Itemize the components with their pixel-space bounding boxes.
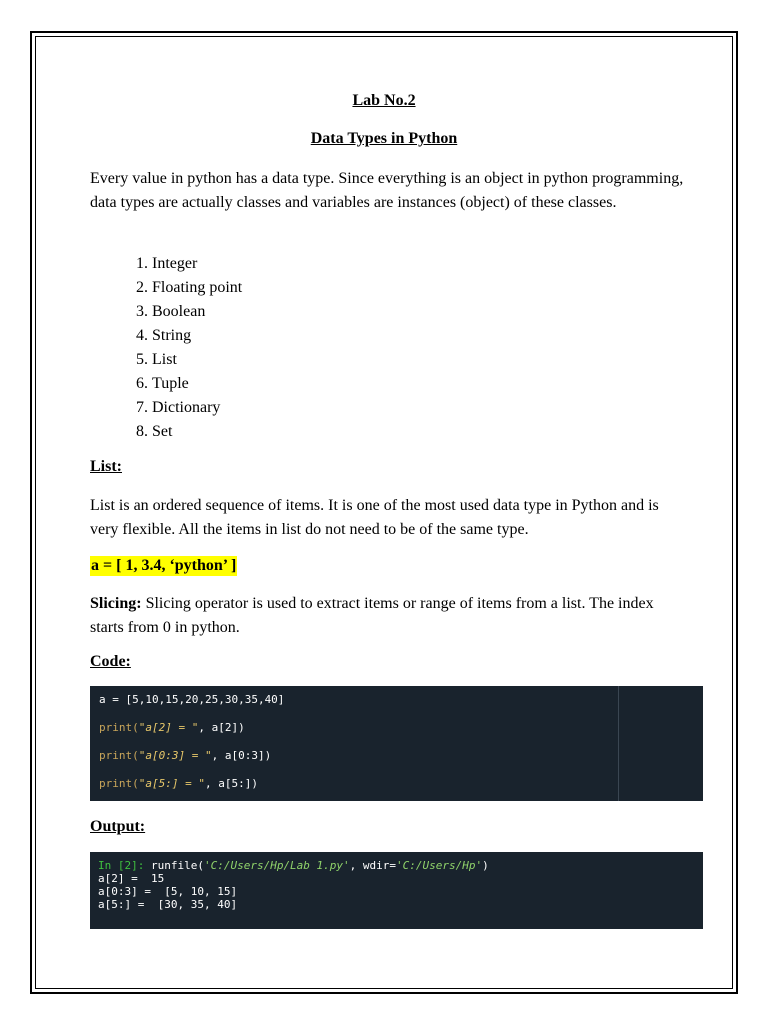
code-line [99,749,271,762]
output-block [90,852,703,929]
list-item: 4. String [152,324,242,348]
console-prompt: In [2]: [98,859,151,872]
output-text: ) [482,859,489,872]
code-block [90,686,703,801]
code-rest: , a[0:3]) [211,749,272,762]
code-line: a = [5,10,15,20,25,30,35,40] [99,693,285,706]
list-item: 8. Set [152,420,242,444]
list-item: 2. Floating point [152,276,242,300]
output-line [98,859,489,872]
list-item: 5. List [152,348,242,372]
code-divider [618,686,619,801]
page-title: Lab No.2 [352,92,416,109]
code-string: "a[0:3] = " [138,749,212,762]
output-line: a[2] = 15 [98,872,165,885]
output-path: 'C:/Users/Hp/Lab 1.py' [203,859,350,872]
output-text: runfile( [150,859,204,872]
list-example-highlight: a = [ 1, 3.4, ‘python’ ] [91,557,237,574]
list-item: 1. Integer [152,252,242,276]
page-subtitle: Data Types in Python [310,130,458,147]
code-fn: print( [99,749,139,762]
slicing-text: Slicing operator is used to extract items or range of items from a list. The index starts from 0 in python. [90,595,654,636]
code-string: "a[5:] = " [138,777,205,790]
output-line: a[0:3] = [5, 10, 15] [98,885,238,898]
code-rest: , a[5:]) [204,777,258,790]
output-path: 'C:/Users/Hp' [396,859,483,872]
code-fn: print( [99,777,139,790]
code-heading: Code: [90,653,131,670]
list-item: 3. Boolean [152,300,242,324]
output-heading: Output: [90,818,146,835]
code-line [99,721,245,734]
list-item: 6. Tuple [152,372,242,396]
output-text: , wdir= [349,859,397,872]
list-description: List is an ordered sequence of items. It is one of the most used data type in Python and is very flexible. All the items in list do not need to be of the same type. [90,497,659,538]
code-rest: , a[2]) [198,721,245,734]
code-fn: print( [99,721,139,734]
slicing-label: Slicing: [90,595,142,612]
list-heading: List: [90,458,122,475]
data-types-list [112,252,242,444]
slicing-paragraph [90,592,690,640]
code-line [99,777,258,790]
code-string: "a[2] = " [138,721,199,734]
list-item: 7. Dictionary [152,396,242,420]
output-line: a[5:] = [30, 35, 40] [98,898,238,911]
intro-paragraph: Every value in python has a data type. Since everything is an object in python programming, data types are actually classes and variables are instances (object) of these classes. [90,170,684,211]
